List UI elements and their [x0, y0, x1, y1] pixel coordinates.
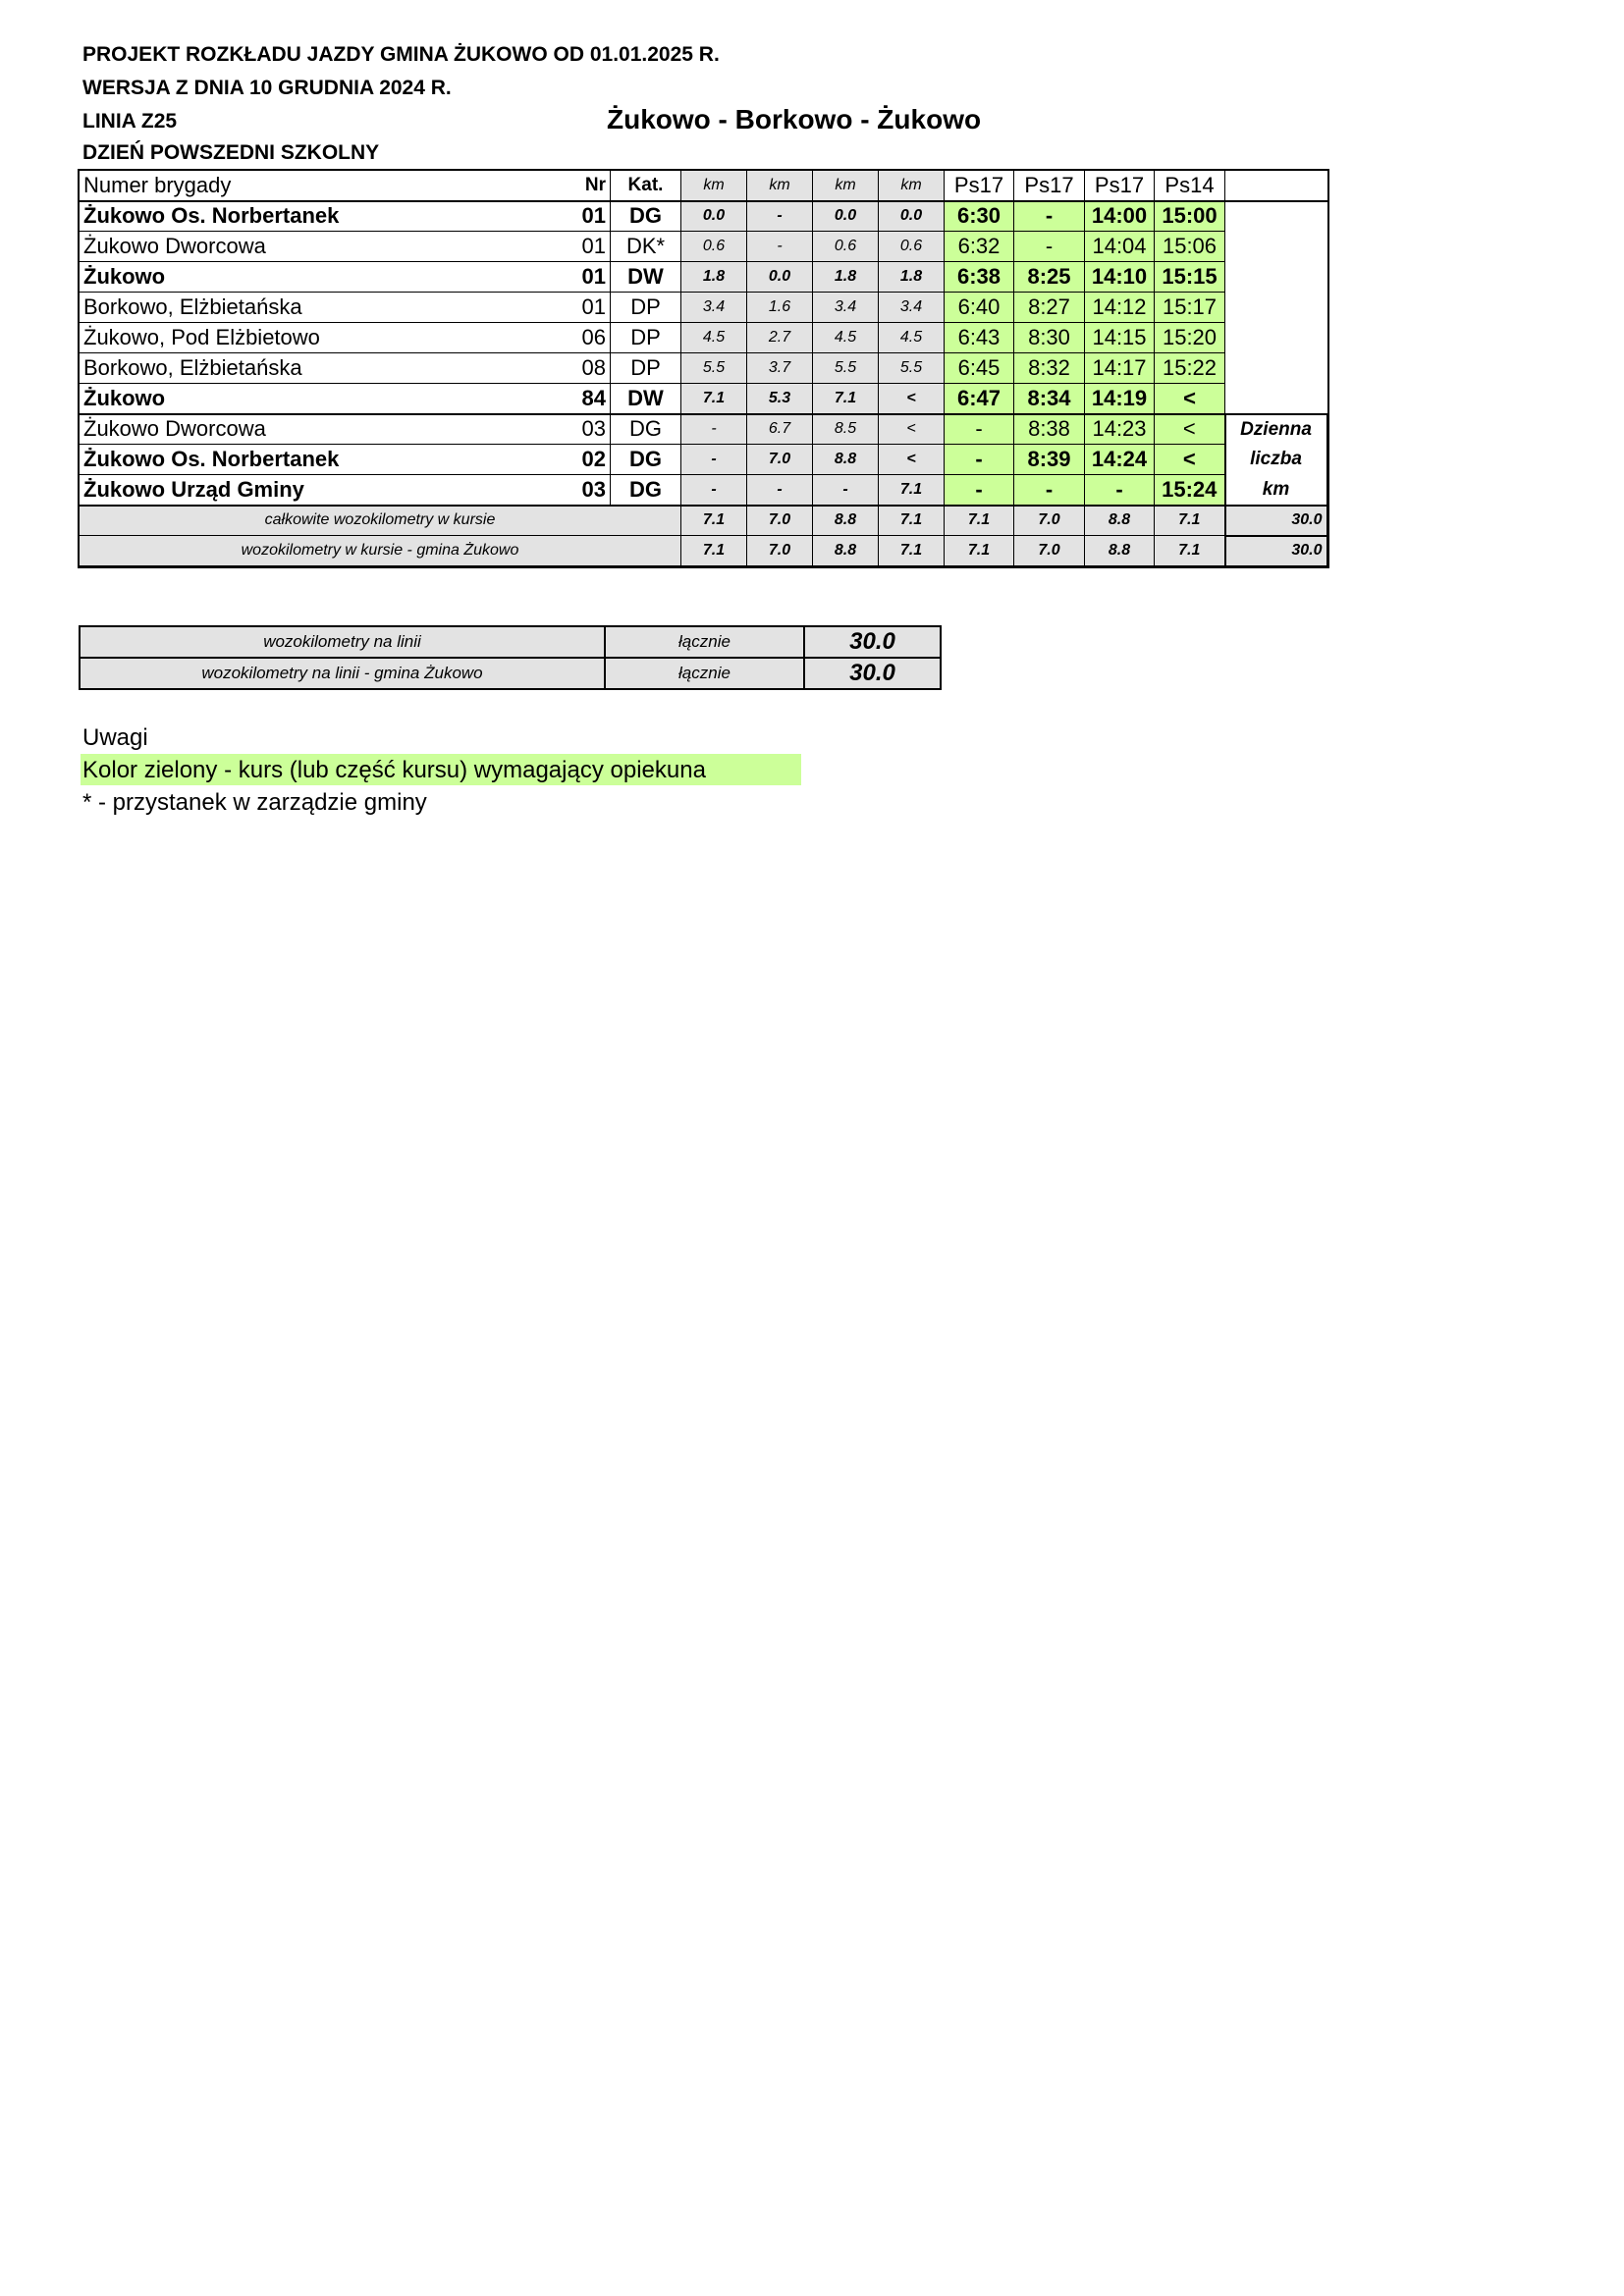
stop-name: Żukowo, Pod Elżbietowo [80, 323, 530, 353]
stop-time: - [1014, 475, 1085, 506]
stop-km: 0.6 [681, 232, 747, 262]
table-row [80, 201, 1327, 232]
stop-time: 14:17 [1085, 353, 1155, 384]
col-brigade-header: Ps17 [945, 171, 1014, 201]
stop-time: 8:34 [1014, 384, 1085, 414]
totals-km: 7.1 [879, 506, 945, 536]
summary-value: 30.0 [804, 658, 941, 689]
stop-category: DW [611, 384, 681, 414]
totals-row [80, 536, 1327, 566]
spacer [1225, 201, 1327, 232]
stop-name: Żukowo [80, 384, 530, 414]
table-row [80, 293, 1327, 323]
daily-km-label: liczba [1225, 445, 1327, 475]
stop-nr: 02 [530, 445, 611, 475]
stop-nr: 01 [530, 262, 611, 293]
stop-nr: 84 [530, 384, 611, 414]
col-brigade-header: Ps17 [1014, 171, 1085, 201]
spacer [1225, 232, 1327, 262]
totals-brigade: 7.1 [945, 536, 1014, 566]
spacer [1225, 171, 1327, 201]
stop-time: 6:38 [945, 262, 1014, 293]
stop-km: < [879, 384, 945, 414]
stop-km: 5.5 [879, 353, 945, 384]
stop-category: DG [611, 475, 681, 506]
notes-green: Kolor zielony - kurs (lub część kursu) wymagający opiekuna [82, 757, 706, 783]
header-title: PROJEKT ROZKŁADU JAZDY GMINA ŻUKOWO OD 01.01.2025 R. [82, 43, 720, 66]
stop-km: 3.4 [879, 293, 945, 323]
stop-time: 15:24 [1155, 475, 1225, 506]
stop-category: DP [611, 293, 681, 323]
stop-km: 4.5 [813, 323, 879, 353]
totals-label: wozokilometry w kursie - gmina Żukowo [80, 536, 681, 566]
stop-km: 0.6 [879, 232, 945, 262]
stop-km: 8.8 [813, 445, 879, 475]
stop-name: Żukowo Urząd Gminy [80, 475, 530, 506]
stop-time: 15:17 [1155, 293, 1225, 323]
notes-title: Uwagi [82, 724, 148, 751]
col-kat-header: Kat. [611, 171, 681, 201]
table-row [80, 323, 1327, 353]
totals-label: całkowite wozokilometry w kursie [80, 506, 681, 536]
totals-brigade: 7.1 [945, 506, 1014, 536]
stop-category: DG [611, 445, 681, 475]
stop-nr: 01 [530, 232, 611, 262]
stop-category: DK* [611, 232, 681, 262]
timetable [79, 170, 1328, 567]
stop-category: DG [611, 414, 681, 445]
stop-time: 6:45 [945, 353, 1014, 384]
col-stop-header: Numer brygady [80, 171, 530, 201]
stop-time: 6:40 [945, 293, 1014, 323]
stop-nr: 01 [530, 293, 611, 323]
stop-name: Borkowo, Elżbietańska [80, 353, 530, 384]
totals-km: 8.8 [813, 506, 879, 536]
stop-time: 8:30 [1014, 323, 1085, 353]
table-row [80, 445, 1327, 475]
stop-time: 8:25 [1014, 262, 1085, 293]
stop-time: - [945, 445, 1014, 475]
stop-km: < [879, 445, 945, 475]
stop-km: 7.1 [813, 384, 879, 414]
stop-km: 7.0 [747, 445, 813, 475]
stop-km: 0.0 [879, 201, 945, 232]
col-brigade-header: Ps14 [1155, 171, 1225, 201]
stop-nr: 03 [530, 414, 611, 445]
stop-km: - [681, 445, 747, 475]
totals-brigade: 7.1 [1155, 536, 1225, 566]
stop-km: 3.7 [747, 353, 813, 384]
stop-km: 5.3 [747, 384, 813, 414]
totals-brigade: 7.0 [1014, 536, 1085, 566]
stop-time: 14:10 [1085, 262, 1155, 293]
table-row [80, 232, 1327, 262]
stop-nr: 03 [530, 475, 611, 506]
stop-name: Żukowo Os. Norbertanek [80, 201, 530, 232]
stop-km: - [747, 201, 813, 232]
stop-km: 1.6 [747, 293, 813, 323]
spacer [1225, 353, 1327, 384]
stop-km: 4.5 [681, 323, 747, 353]
stop-time: 6:43 [945, 323, 1014, 353]
col-brigade-header: Ps17 [1085, 171, 1155, 201]
totals-km: 7.1 [681, 536, 747, 566]
totals-brigade: 7.0 [1014, 506, 1085, 536]
stop-time: 14:12 [1085, 293, 1155, 323]
spacer [1225, 293, 1327, 323]
stop-km: 3.4 [681, 293, 747, 323]
stop-time: 8:27 [1014, 293, 1085, 323]
col-km-header: km [879, 171, 945, 201]
summary-value: 30.0 [804, 626, 941, 658]
totals-row [80, 506, 1327, 536]
stop-km: 4.5 [879, 323, 945, 353]
stop-km: - [747, 232, 813, 262]
col-nr-header: Nr [530, 171, 611, 201]
col-km-header: km [813, 171, 879, 201]
stop-time: 6:47 [945, 384, 1014, 414]
stop-category: DP [611, 323, 681, 353]
table-row [80, 353, 1327, 384]
route-name: Żukowo - Borkowo - Żukowo [607, 104, 982, 134]
totals-value: 30.0 [1225, 506, 1327, 536]
stop-km: - [747, 475, 813, 506]
spacer [1225, 384, 1327, 414]
stop-name: Żukowo Dworcowa [80, 414, 530, 445]
totals-km: 7.1 [879, 536, 945, 566]
spacer [1225, 262, 1327, 293]
table-row [80, 262, 1327, 293]
stop-time: 14:15 [1085, 323, 1155, 353]
stop-km: 1.8 [681, 262, 747, 293]
stop-km: 3.4 [813, 293, 879, 323]
stop-time: 15:06 [1155, 232, 1225, 262]
stop-time: 15:22 [1155, 353, 1225, 384]
header-day-type: DZIEŃ POWSZEDNI SZKOLNY [82, 141, 380, 164]
stop-time: 15:20 [1155, 323, 1225, 353]
stop-km: 0.0 [747, 262, 813, 293]
header-row [80, 171, 1327, 201]
summary-label: wozokilometry na linii [80, 626, 605, 658]
summary-row [80, 658, 941, 689]
stop-name: Żukowo Os. Norbertanek [80, 445, 530, 475]
stop-km: 0.6 [813, 232, 879, 262]
stop-time: - [1014, 232, 1085, 262]
stop-nr: 06 [530, 323, 611, 353]
stop-km: 8.5 [813, 414, 879, 445]
stop-km: 5.5 [813, 353, 879, 384]
stop-km: - [681, 475, 747, 506]
stop-name: Borkowo, Elżbietańska [80, 293, 530, 323]
summary-mid: łącznie [605, 658, 804, 689]
stop-km: 7.1 [681, 384, 747, 414]
table-row [80, 384, 1327, 414]
stop-km: 7.1 [879, 475, 945, 506]
totals-brigade: 8.8 [1085, 506, 1155, 536]
stop-time: 6:30 [945, 201, 1014, 232]
stop-category: DP [611, 353, 681, 384]
stop-time: 14:19 [1085, 384, 1155, 414]
stop-km: < [879, 414, 945, 445]
stop-km: - [813, 475, 879, 506]
stop-time: 14:24 [1085, 445, 1155, 475]
summary-row [80, 626, 941, 658]
stop-time: < [1155, 445, 1225, 475]
header-line: LINIA Z25 [82, 110, 178, 133]
table-row [80, 414, 1327, 445]
totals-brigade: 7.1 [1155, 506, 1225, 536]
stop-time: < [1155, 384, 1225, 414]
stop-km: 6.7 [747, 414, 813, 445]
totals-km: 8.8 [813, 536, 879, 566]
stop-time: < [1155, 414, 1225, 445]
notes-asterisk: * - przystanek w zarządzie gminy [82, 789, 427, 816]
col-km-header: km [681, 171, 747, 201]
stop-km: 0.0 [813, 201, 879, 232]
totals-brigade: 8.8 [1085, 536, 1155, 566]
stop-name: Żukowo Dworcowa [80, 232, 530, 262]
stop-time: - [945, 475, 1014, 506]
stop-time: 14:00 [1085, 201, 1155, 232]
stop-name: Żukowo [80, 262, 530, 293]
daily-km-label: Dzienna [1225, 414, 1327, 445]
stop-category: DW [611, 262, 681, 293]
stop-km: 1.8 [813, 262, 879, 293]
stop-time: 14:04 [1085, 232, 1155, 262]
table-row [80, 475, 1327, 506]
totals-km: 7.0 [747, 536, 813, 566]
stop-km: 1.8 [879, 262, 945, 293]
totals-km: 7.0 [747, 506, 813, 536]
stop-time: 15:15 [1155, 262, 1225, 293]
stop-time: 6:32 [945, 232, 1014, 262]
stop-km: 5.5 [681, 353, 747, 384]
col-km-header: km [747, 171, 813, 201]
stop-time: - [1014, 201, 1085, 232]
spacer [1225, 323, 1327, 353]
stop-km: - [681, 414, 747, 445]
totals-value: 30.0 [1225, 536, 1327, 566]
stop-time: - [1085, 475, 1155, 506]
summary-table [79, 625, 942, 690]
header-version: WERSJA Z DNIA 10 GRUDNIA 2024 R. [82, 77, 452, 99]
stop-km: 0.0 [681, 201, 747, 232]
stop-time: 15:00 [1155, 201, 1225, 232]
stop-nr: 01 [530, 201, 611, 232]
summary-mid: łącznie [605, 626, 804, 658]
stop-time: - [945, 414, 1014, 445]
summary-label: wozokilometry na linii - gmina Żukowo [80, 658, 605, 689]
stop-km: 2.7 [747, 323, 813, 353]
daily-km-label: km [1225, 475, 1327, 506]
stop-time: 8:38 [1014, 414, 1085, 445]
stop-category: DG [611, 201, 681, 232]
totals-km: 7.1 [681, 506, 747, 536]
stop-time: 8:39 [1014, 445, 1085, 475]
stop-time: 8:32 [1014, 353, 1085, 384]
stop-nr: 08 [530, 353, 611, 384]
stop-time: 14:23 [1085, 414, 1155, 445]
